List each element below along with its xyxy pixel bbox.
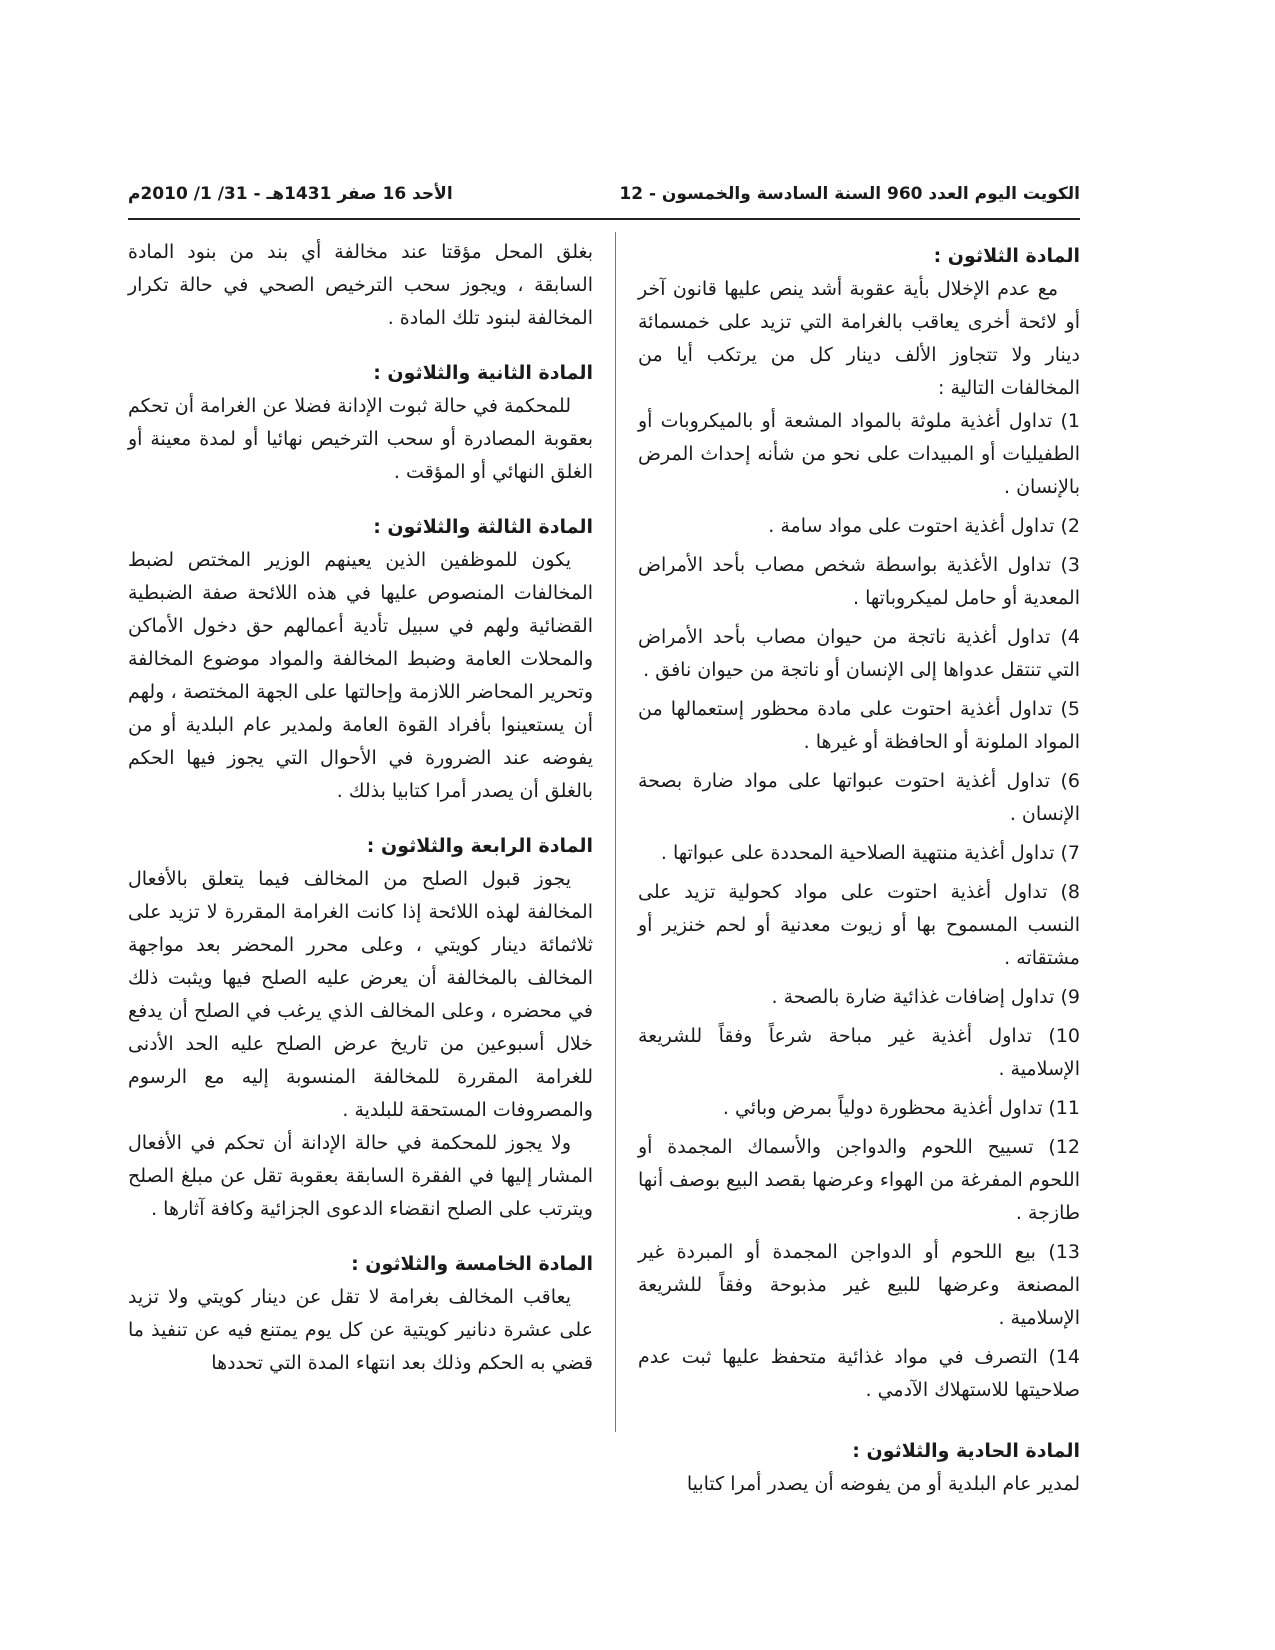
header-date: الأحد 16 صفر 1431هـ - 31/ 1/ 2010م <box>128 184 453 204</box>
article-33-text: يكون للموظفين الذين يعينهم الوزير المختص لضبط المخالفات المنصوص عليها في هذه اللائحة صفة الضبطية القضائية ولهم في سبيل تأدية أعمالهم حق دخول الأماكن والمحلات العامة وضبط المخالفة والمواد موضوع المخالفة وتحرير المحاضر اللازمة وإحالتها على الجهة المختصة ، ولهم أن يستعينوا بأفراد القوة العامة ولمدير عام البلدية أو من يفوضه عند الضرورة في الأحوال التي يجوز فيها الحكم بالغلق أن يصدر أمرا كتابيا بذلك . <box>128 549 593 802</box>
header-issue-info: الكويت اليوم العدد 960 السنة السادسة والخمسون - 12 <box>619 184 1080 204</box>
article-31-text: لمدير عام البلدية أو من يفوضه أن يصدر أمرا كتابيا <box>686 1473 1080 1495</box>
article-34-title: المادة الرابعة والثلاثون : <box>366 835 593 857</box>
article-35-text: يعاقب المخالف بغرامة لا تقل عن دينار كويتي ولا تزيد على عشرة دنانير كويتية عن كل يوم يمتنع فيه عن تنفيذ ما قضي به الحكم وذلك بعد انتهاء المدة التي تحددها <box>128 1286 593 1374</box>
article-31-continuation: بغلق المحل مؤقتا عند مخالفة أي بند من بنود المادة السابقة ، ويجوز سحب الترخيص الصحي في حالة تكرار المخالفة لبنود تلك المادة . <box>128 241 593 329</box>
article-30-item: 6) تداول أغذية احتوت عبواتها على مواد ضارة بصحة الإنسان . <box>638 770 1080 825</box>
article-33-title: المادة الثالثة والثلاثون : <box>373 516 593 538</box>
article-30-title: المادة الثلاثون : <box>933 245 1080 267</box>
article-30-intro: مع عدم الإخلال بأية عقوبة أشد ينص عليها قانون آخر أو لائحة أخرى يعاقب بالغرامة التي تزيد على خمسمائة دينار ولا تتجاوز الألف دينار كل من يرتكب أيا من المخالفات التالية : <box>638 278 1080 399</box>
article-30-items <box>638 405 1080 1407</box>
page-header <box>128 184 1080 214</box>
article-35-title: المادة الخامسة والثلاثون : <box>351 1253 593 1275</box>
column-divider <box>615 232 616 1432</box>
article-30-item: 7) تداول أغذية منتهية الصلاحية المحددة على عبواتها . <box>660 842 1080 864</box>
article-30-item: 3) تداول الأغذية بواسطة شخص مصاب بأحد الأمراض المعدية أو حامل لميكروباتها . <box>638 554 1080 609</box>
header-rule <box>128 218 1080 220</box>
article-31-title: المادة الحادية والثلاثون : <box>852 1440 1080 1462</box>
article-30-item: 8) تداول أغذية احتوت على مواد كحولية تزيد على النسب المسموح بها أو زيوت معدنية أو لحم خنزير أو مشتقاته . <box>638 881 1080 969</box>
article-30-item: 9) تداول إضافات غذائية ضارة بالصحة . <box>771 986 1080 1008</box>
article-30-item: 14) التصرف في مواد غذائية متحفظ عليها ثبت عدم صلاحيتها للاستهلاك الآدمي . <box>638 1346 1080 1401</box>
article-34-text-1: يجوز قبول الصلح من المخالف فيما يتعلق بالأفعال المخالفة لهذه اللائحة إذا كانت الغرامة المقررة لا تزيد على ثلاثمائة دينار كويتي ، وعلى محرر المحضر بعد مواجهة المخالف بالمخالفة أن يعرض عليه الصلح فيها ويثبت ذلك في محضره ، وعلى المخالف الذي يرغب في الصلح أن يدفع خلال أسبوعين من تاريخ عرض الصلح عليه الحد الأدنى للغرامة المقررة للمخالفة المنسوبة إليه مع الرسوم والمصروفات المستحقة للبلدية . <box>128 868 593 1121</box>
left-column <box>128 236 593 1380</box>
article-30-item: 12) تسييح اللحوم والدواجن والأسماك المجمدة أو اللحوم المفرغة من الهواء وعرضها بقصد البيع بوصف أنها طازجة . <box>638 1136 1080 1224</box>
article-32-title: المادة الثانية والثلاثون : <box>373 362 593 384</box>
article-34-text-2: ولا يجوز للمحكمة في حالة الإدانة أن تحكم في الأفعال المشار إليها في الفقرة السابقة بعقوبة تقل عن مبلغ الصلح ويترتب على الصلح انقضاء الدعوى الجزائية وكافة آثارها . <box>128 1132 593 1220</box>
article-30-item: 13) بيع اللحوم أو الدواجن المجمدة أو المبردة غير المصنعة وعرضها للبيع غير مذبوحة وفقاً للشريعة الإسلامية . <box>638 1241 1080 1329</box>
article-30-item: 2) تداول أغذية احتوت على مواد سامة . <box>768 515 1080 537</box>
article-30-item: 10) تداول أغذية غير مباحة شرعاً وفقاً للشريعة الإسلامية . <box>638 1025 1080 1080</box>
right-column <box>638 240 1080 1501</box>
article-30-item: 1) تداول أغذية ملوثة بالمواد المشعة أو بالميكروبات أو الطفيليات أو المبيدات على نحو من شأنه إحداث المرض بالإنسان . <box>638 410 1080 498</box>
article-30-item: 5) تداول أغذية احتوت على مادة محظور إستعمالها من المواد الملونة أو الحافظة أو غيرها . <box>638 698 1080 753</box>
article-32-text: للمحكمة في حالة ثبوت الإدانة فضلا عن الغرامة أن تحكم بعقوبة المصادرة أو سحب الترخيص نهائيا أو لمدة معينة أو الغلق النهائي أو المؤقت . <box>128 395 593 483</box>
article-30-item: 11) تداول أغذية محظورة دولياً بمرض وبائي . <box>722 1097 1080 1119</box>
article-30-item: 4) تداول أغذية ناتجة من حيوان مصاب بأحد الأمراض التي تنتقل عدواها إلى الإنسان أو ناتجة من حيوان نافق . <box>638 626 1080 681</box>
